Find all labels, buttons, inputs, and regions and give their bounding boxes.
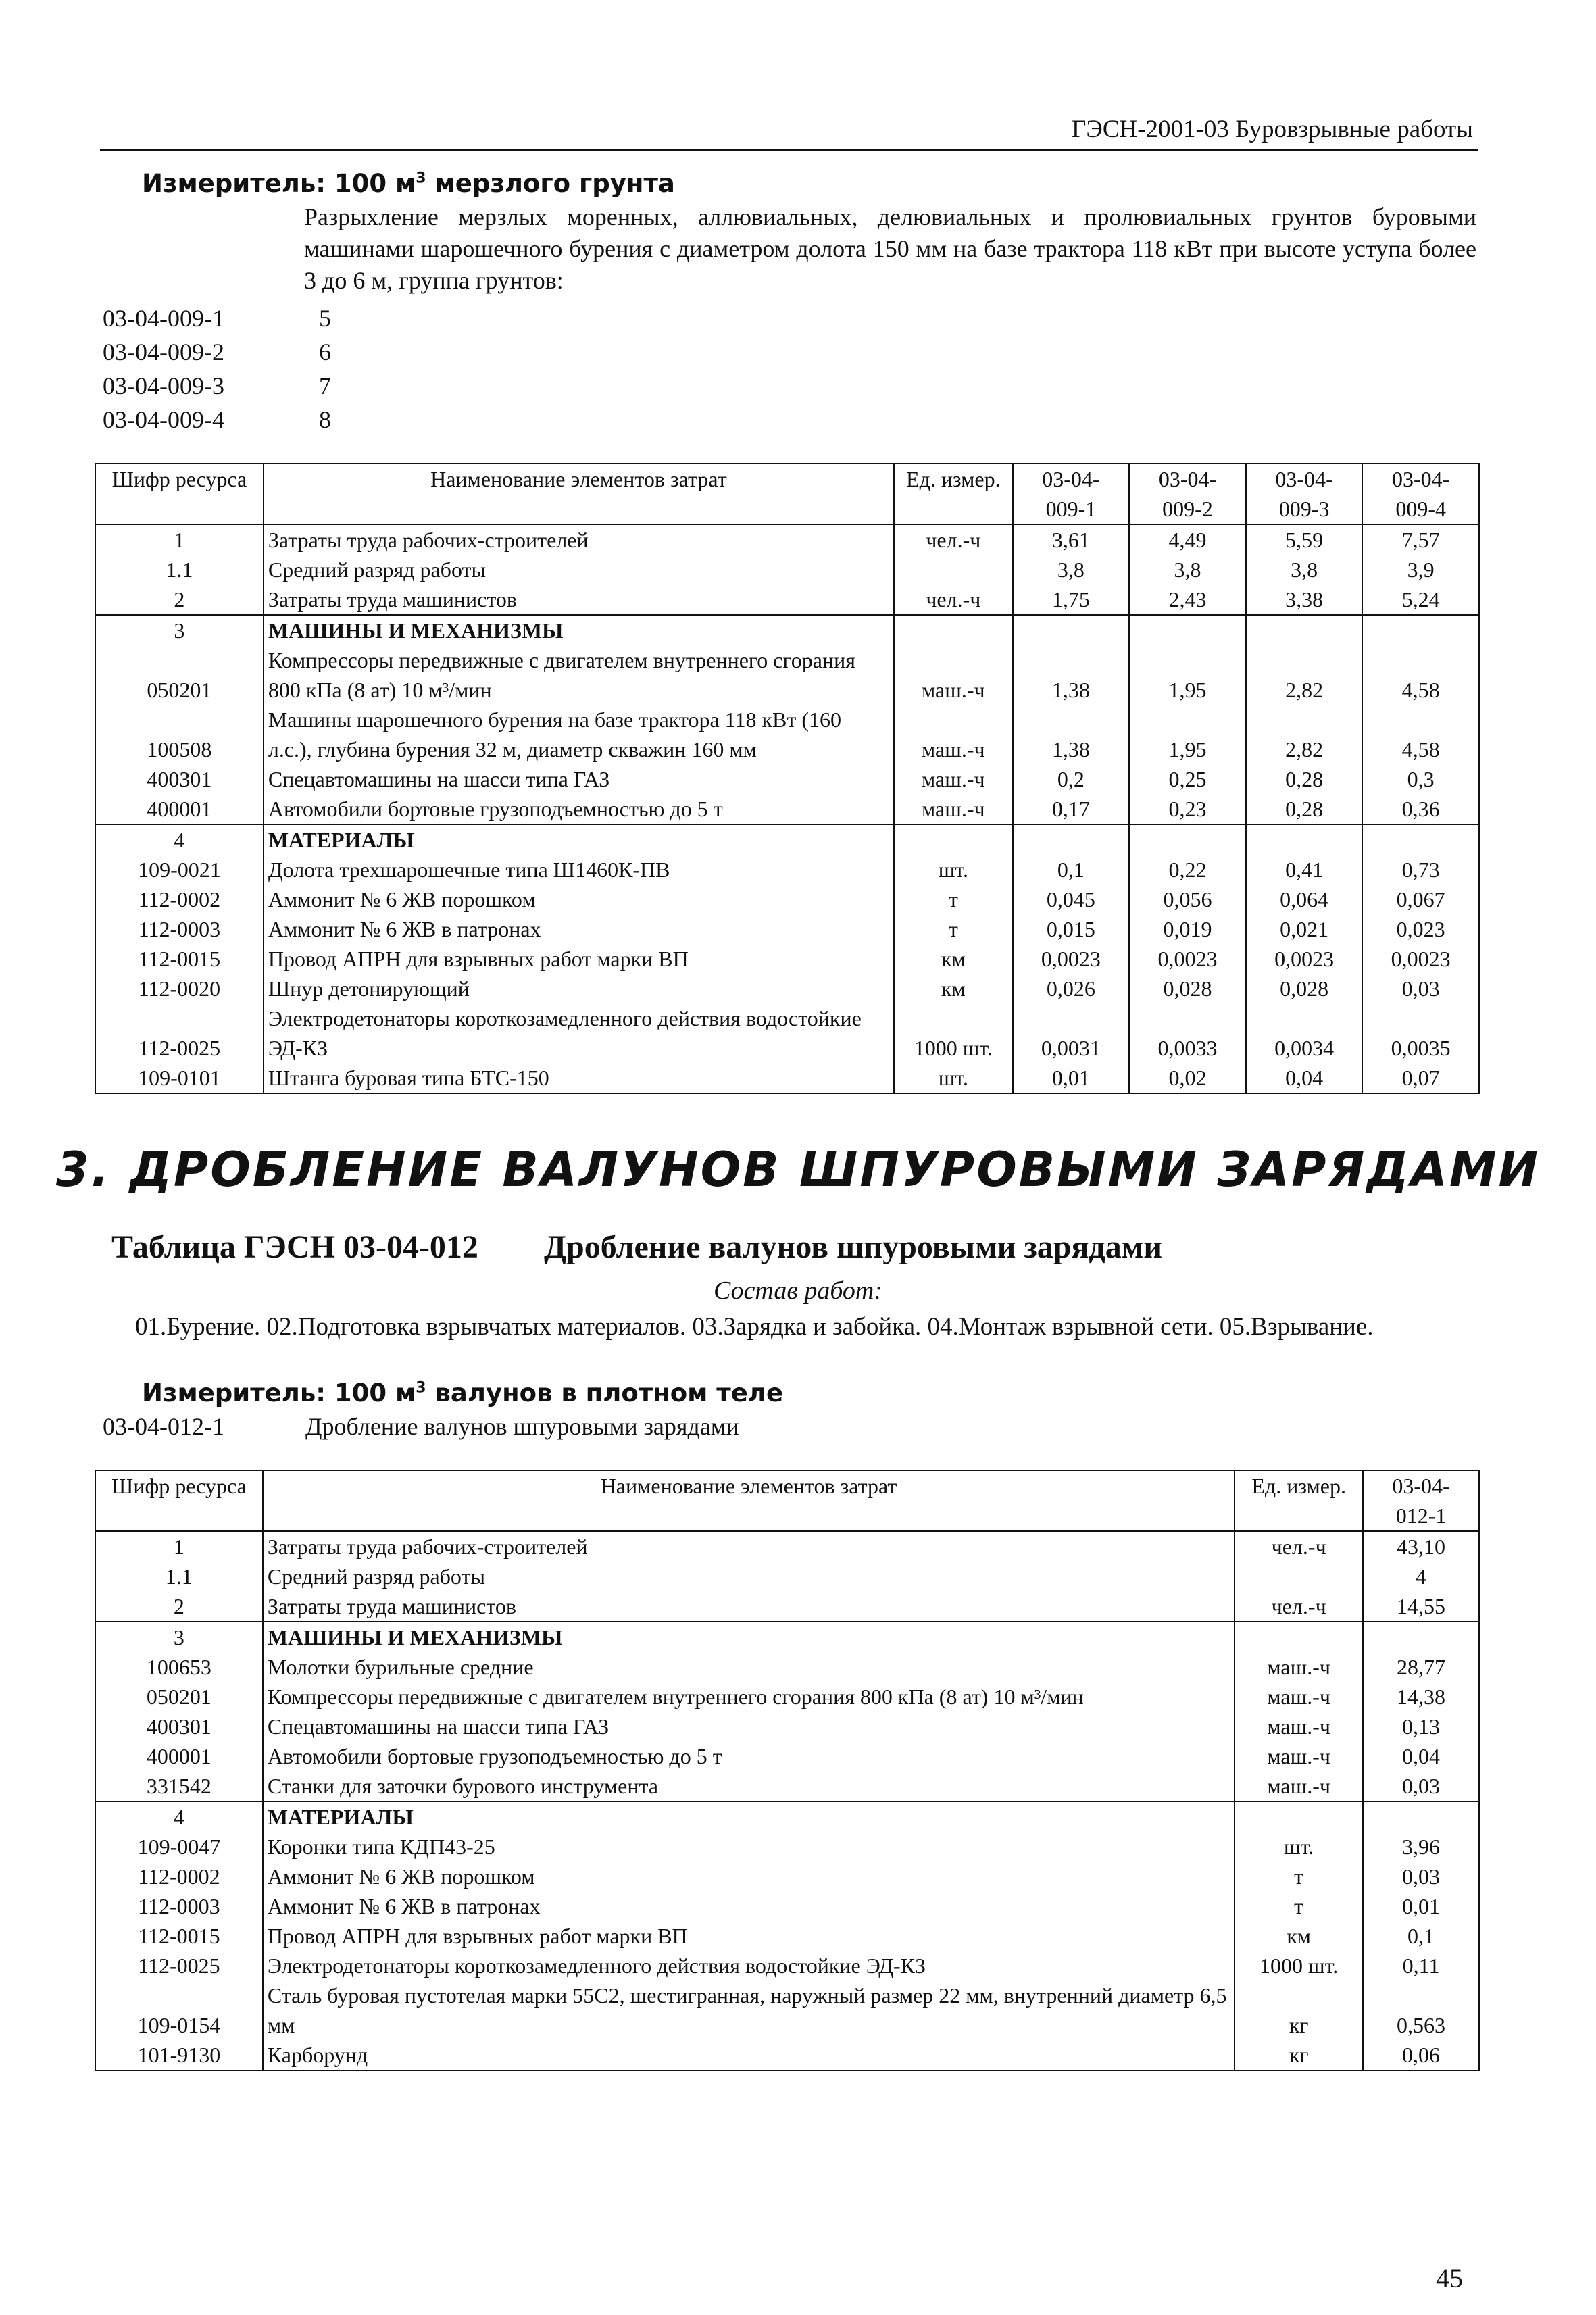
cell-value: 4,58 xyxy=(1362,705,1479,764)
cell-value: 14,38 xyxy=(1363,1682,1479,1712)
cell-name: Провод АПРН для взрывных работ марки ВП xyxy=(264,944,894,974)
cell-unit: км xyxy=(894,974,1013,1003)
cell-unit xyxy=(894,555,1013,584)
cell-name: Спецавтомашины на шасси типа ГАЗ xyxy=(263,1712,1235,1741)
table-row xyxy=(95,1562,1479,1591)
work-composition-text: 01.Бурение. 02.Подготовка взрывчатых материалов. 03.Зарядка и забойка. 04.Монтаж взрывной сети. 05.Взрывание. xyxy=(135,1313,1374,1341)
table-row xyxy=(95,1832,1479,1862)
table-row xyxy=(95,1801,1479,1832)
table-row xyxy=(95,794,1479,824)
cell-unit xyxy=(1235,1562,1363,1591)
cell-code: 109-0101 xyxy=(95,1063,264,1093)
col-header-variant: 03-04- 009-2 xyxy=(1129,464,1246,524)
cell-value: 1,38 xyxy=(1013,705,1130,764)
cell-unit: шт. xyxy=(1235,1832,1363,1862)
cell-value: 0,023 xyxy=(1362,914,1479,944)
cell-name: Аммонит № 6 ЖВ в патронах xyxy=(264,914,894,944)
cell-value: 4,49 xyxy=(1129,524,1246,555)
cell-value: 0,06 xyxy=(1363,2040,1479,2070)
cell-value: 43,10 xyxy=(1363,1531,1479,1562)
cell-code: 4 xyxy=(95,1801,263,1832)
cell-code: 1.1 xyxy=(95,555,264,584)
cell-name: Провод АПРН для взрывных работ марки ВП xyxy=(263,1921,1235,1951)
cell-value: 0,019 xyxy=(1129,914,1246,944)
cell-unit: маш.-ч xyxy=(894,705,1013,764)
table-row xyxy=(95,974,1479,1003)
table-row xyxy=(95,1951,1479,1981)
cell-value: 2,82 xyxy=(1246,705,1363,764)
table-row xyxy=(95,615,1479,645)
cell-value: 0,0031 xyxy=(1013,1003,1130,1063)
table-row xyxy=(95,1591,1479,1622)
cell-value xyxy=(1129,615,1246,645)
variant-row: 03-04-009-1 5 xyxy=(103,305,331,332)
cell-value: 0,28 xyxy=(1246,794,1363,824)
cell-value xyxy=(1129,824,1246,855)
cell-name: Затраты труда рабочих-строителей xyxy=(263,1531,1235,1562)
cell-name: МАТЕРИАЛЫ xyxy=(264,824,894,855)
cell-name: Шнур детонирующий xyxy=(264,974,894,1003)
cell-value: 3,38 xyxy=(1246,584,1363,615)
col-header-variant: 03-04- 009-4 xyxy=(1362,464,1479,524)
table-row xyxy=(95,1981,1479,2040)
cell-value: 0,03 xyxy=(1363,1862,1479,1891)
table-row xyxy=(95,855,1479,885)
resource-table-2 xyxy=(95,1470,1480,2071)
cell-value: 1,95 xyxy=(1129,645,1246,705)
variant-row: 03-04-009-4 8 xyxy=(103,406,331,433)
cell-value: 14,55 xyxy=(1363,1591,1479,1622)
cell-value: 0,3 xyxy=(1362,764,1479,794)
cell-unit xyxy=(894,824,1013,855)
cell-unit: т xyxy=(1235,1862,1363,1891)
col-header-variant: 03-04- 012-1 xyxy=(1363,1470,1479,1531)
cell-unit: т xyxy=(1235,1891,1363,1921)
cell-code: 050201 xyxy=(95,1682,263,1712)
cell-value: 0,028 xyxy=(1246,974,1363,1003)
cell-value: 0,22 xyxy=(1129,855,1246,885)
cell-unit: т xyxy=(894,885,1013,914)
cell-value: 0,0023 xyxy=(1013,944,1130,974)
table-name: Дробление валунов шпуровыми зарядами xyxy=(544,1229,1163,1265)
cell-unit: чел.-ч xyxy=(894,584,1013,615)
variant-row: 03-04-012-1 Дробление валунов шпуровыми зарядами xyxy=(103,1413,739,1440)
cell-unit: км xyxy=(1235,1921,1363,1951)
cell-unit xyxy=(1235,1622,1363,1652)
cell-name: Автомобили бортовые грузоподъемностью до 5 т xyxy=(263,1741,1235,1771)
cell-code: 400301 xyxy=(95,1712,263,1741)
cell-name: Аммонит № 6 ЖВ порошком xyxy=(263,1862,1235,1891)
cell-code: 2 xyxy=(95,584,264,615)
cell-name: Компрессоры передвижные с двигателем внутреннего сгорания 800 кПа (8 ат) 10 м³/мин xyxy=(263,1682,1235,1712)
cell-value: 0,03 xyxy=(1363,1771,1479,1801)
cell-code: 100508 xyxy=(95,705,264,764)
cell-name: Молотки бурильные средние xyxy=(263,1652,1235,1682)
cell-value: 3,8 xyxy=(1246,555,1363,584)
cell-unit: кг xyxy=(1235,2040,1363,2070)
cell-value: 0,015 xyxy=(1013,914,1130,944)
cell-unit: маш.-ч xyxy=(894,764,1013,794)
cell-name: Автомобили бортовые грузоподъемностью до 5 т xyxy=(264,794,894,824)
cell-value: 0,07 xyxy=(1362,1063,1479,1093)
cell-code: 400001 xyxy=(95,1741,263,1771)
cell-unit: кг xyxy=(1235,1981,1363,2040)
cell-value: 0,563 xyxy=(1363,1981,1479,2040)
cell-name: Электродетонаторы короткозамедленного действия водостойкие ЭД-КЗ xyxy=(264,1003,894,1063)
cell-code: 112-0002 xyxy=(95,1862,263,1891)
cell-value: 0,026 xyxy=(1013,974,1130,1003)
cell-value: 0,1 xyxy=(1013,855,1130,885)
cell-unit xyxy=(894,615,1013,645)
cell-value xyxy=(1013,824,1130,855)
table-row xyxy=(95,555,1479,584)
cell-code: 1.1 xyxy=(95,1562,263,1591)
cell-value: 0,25 xyxy=(1129,764,1246,794)
table-row xyxy=(95,1622,1479,1652)
cell-code: 2 xyxy=(95,1591,263,1622)
running-header: ГЭСН-2001-03 Буровзрывные работы xyxy=(1072,116,1473,143)
cell-code: 112-0015 xyxy=(95,1921,263,1951)
table-row xyxy=(95,944,1479,974)
cell-value: 5,24 xyxy=(1362,584,1479,615)
table-row xyxy=(95,1003,1479,1063)
cell-value: 0,1 xyxy=(1363,1921,1479,1951)
cell-unit: маш.-ч xyxy=(1235,1712,1363,1741)
table-row xyxy=(95,1921,1479,1951)
cell-value: 0,021 xyxy=(1246,914,1363,944)
cell-unit: т xyxy=(894,914,1013,944)
table-row xyxy=(95,1712,1479,1741)
table-row xyxy=(95,584,1479,615)
resource-table-1 xyxy=(95,463,1480,1094)
cell-value xyxy=(1362,615,1479,645)
cell-code: 112-0015 xyxy=(95,944,264,974)
cell-value: 0,067 xyxy=(1362,885,1479,914)
cell-unit: маш.-ч xyxy=(894,645,1013,705)
table-row xyxy=(95,1771,1479,1801)
cell-value: 0,01 xyxy=(1013,1063,1130,1093)
col-header-variant: 03-04- 009-3 xyxy=(1246,464,1363,524)
cell-name: Электродетонаторы короткозамедленного действия водостойкие ЭД-КЗ xyxy=(263,1951,1235,1981)
cell-value: 1,38 xyxy=(1013,645,1130,705)
cell-value xyxy=(1246,824,1363,855)
cell-name: Долота трехшарошечные типа Ш1460К-ПВ xyxy=(264,855,894,885)
col-header-name: Наименование элементов затрат xyxy=(264,464,894,524)
cell-value: 0,03 xyxy=(1362,974,1479,1003)
cell-value: 4 xyxy=(1363,1562,1479,1591)
table-row xyxy=(95,645,1479,705)
cell-value: 4,58 xyxy=(1362,645,1479,705)
cell-name: Аммонит № 6 ЖВ порошком xyxy=(264,885,894,914)
cell-code: 112-0003 xyxy=(95,914,264,944)
cell-code: 101-9130 xyxy=(95,2040,263,2070)
cell-unit xyxy=(1235,1801,1363,1832)
cell-code: 100653 xyxy=(95,1652,263,1682)
cell-name: МАШИНЫ И МЕХАНИЗМЫ xyxy=(264,615,894,645)
cell-unit: маш.-ч xyxy=(1235,1682,1363,1712)
col-header-variant: 03-04- 009-1 xyxy=(1013,464,1130,524)
cell-value: 0,02 xyxy=(1129,1063,1246,1093)
cell-unit: маш.-ч xyxy=(1235,1652,1363,1682)
col-header-unit: Ед. измер. xyxy=(894,464,1013,524)
cell-value: 3,8 xyxy=(1013,555,1130,584)
measurer-heading-1: Измеритель: 100 $м^3$ мерзлого грунта xyxy=(142,169,675,198)
cell-value xyxy=(1363,1622,1479,1652)
cell-value xyxy=(1013,615,1130,645)
cell-code: 3 xyxy=(95,615,264,645)
cell-value: 0,23 xyxy=(1129,794,1246,824)
cell-value: 0,0023 xyxy=(1129,944,1246,974)
work-description-1: Разрыхление мерзлых моренных, аллювиальных, делювиальных и пролювиальных грунтов буровыми машинами шарошечного бурения с диаметром долота 150 мм на базе трактора 118 кВт при высоте уступа более 3 до 6 м, группа грунтов: xyxy=(304,203,1476,294)
col-header-name: Наименование элементов затрат xyxy=(263,1470,1235,1531)
col-header-code: Шифр ресурса xyxy=(95,464,264,524)
cell-value: 0,36 xyxy=(1362,794,1479,824)
cell-value xyxy=(1246,615,1363,645)
table-row xyxy=(95,1531,1479,1562)
cell-name: Станки для заточки бурового инструмента xyxy=(263,1771,1235,1801)
variant-row: 03-04-009-2 6 xyxy=(103,339,331,366)
cell-value: 2,82 xyxy=(1246,645,1363,705)
cell-value: 0,01 xyxy=(1363,1891,1479,1921)
cell-value: 0,0023 xyxy=(1362,944,1479,974)
cell-value: 0,045 xyxy=(1013,885,1130,914)
cell-value: 3,96 xyxy=(1363,1832,1479,1862)
cell-code: 112-0025 xyxy=(95,1003,264,1063)
table-row xyxy=(95,885,1479,914)
cell-name: Машины шарошечного бурения на базе трактора 118 кВт (160 л.с.), глубина бурения 32 м, диаметр скважин 160 мм xyxy=(264,705,894,764)
cell-value: 0,11 xyxy=(1363,1951,1479,1981)
cell-value: 1,95 xyxy=(1129,705,1246,764)
cell-code: 112-0020 xyxy=(95,974,264,1003)
cell-name: Затраты труда рабочих-строителей xyxy=(264,524,894,555)
measurer-heading-2: Измеритель: 100 $м^3$ валунов в плотном теле xyxy=(142,1378,784,1408)
table-row xyxy=(95,524,1479,555)
table-row xyxy=(95,1652,1479,1682)
cell-unit: маш.-ч xyxy=(1235,1771,1363,1801)
cell-unit: чел.-ч xyxy=(1235,1531,1363,1562)
table-row xyxy=(95,764,1479,794)
table-row xyxy=(95,1891,1479,1921)
cell-value: 0,28 xyxy=(1246,764,1363,794)
cell-unit: км xyxy=(894,944,1013,974)
cell-name: Средний разряд работы xyxy=(264,555,894,584)
cell-value xyxy=(1362,824,1479,855)
cell-name: Штанга буровая типа БТС-150 xyxy=(264,1063,894,1093)
cell-value: 28,77 xyxy=(1363,1652,1479,1682)
cell-unit: шт. xyxy=(894,855,1013,885)
cell-unit: чел.-ч xyxy=(1235,1591,1363,1622)
cell-value: 3,8 xyxy=(1129,555,1246,584)
col-header-unit: Ед. измер. xyxy=(1235,1470,1363,1531)
cell-value: 0,064 xyxy=(1246,885,1363,914)
cell-code: 331542 xyxy=(95,1771,263,1801)
table-row xyxy=(95,1741,1479,1771)
cell-unit: маш.-ч xyxy=(1235,1741,1363,1771)
cell-name: Средний разряд работы xyxy=(263,1562,1235,1591)
cell-value: 0,2 xyxy=(1013,764,1130,794)
cell-value: 0,0034 xyxy=(1246,1003,1363,1063)
table-row xyxy=(95,824,1479,855)
table-row xyxy=(95,2040,1479,2070)
cell-code: 400301 xyxy=(95,764,264,794)
variant-row: 03-04-009-3 7 xyxy=(103,372,331,399)
cell-value xyxy=(1363,1801,1479,1832)
cell-value: 0,13 xyxy=(1363,1712,1479,1741)
cell-code: 050201 xyxy=(95,645,264,705)
table-header-row xyxy=(95,1470,1479,1531)
cell-value: 0,17 xyxy=(1013,794,1130,824)
cell-name: Затраты труда машинистов xyxy=(263,1591,1235,1622)
header-rule xyxy=(100,149,1478,151)
table-row xyxy=(95,1682,1479,1712)
cell-code: 1 xyxy=(95,524,264,555)
cell-name: Спецавтомашины на шасси типа ГАЗ xyxy=(264,764,894,794)
page-number: 45 xyxy=(1436,2263,1463,2293)
table-header-row xyxy=(95,464,1479,524)
cell-value: 3,61 xyxy=(1013,524,1130,555)
cell-name: Затраты труда машинистов xyxy=(264,584,894,615)
cell-unit: шт. xyxy=(894,1063,1013,1093)
cell-value: 0,056 xyxy=(1129,885,1246,914)
cell-name: МАШИНЫ И МЕХАНИЗМЫ xyxy=(263,1622,1235,1652)
cell-value: 0,0035 xyxy=(1362,1003,1479,1063)
cell-name: Компрессоры передвижные с двигателем внутреннего сгорания 800 кПа (8 ат) 10 м³/мин xyxy=(264,645,894,705)
cell-name: Аммонит № 6 ЖВ в патронах xyxy=(263,1891,1235,1921)
cell-unit: маш.-ч xyxy=(894,794,1013,824)
cell-value: 0,0023 xyxy=(1246,944,1363,974)
table-row xyxy=(95,705,1479,764)
cell-code: 3 xyxy=(95,1622,263,1652)
cell-unit: чел.-ч xyxy=(894,524,1013,555)
cell-name: Сталь буровая пустотелая марки 55С2, шестигранная, наружный размер 22 мм, внутренний диаметр 6,5 мм xyxy=(263,1981,1235,2040)
table-row xyxy=(95,1862,1479,1891)
cell-value: 0,028 xyxy=(1129,974,1246,1003)
cell-code: 1 xyxy=(95,1531,263,1562)
cell-value: 1,75 xyxy=(1013,584,1130,615)
cell-name: Карборунд xyxy=(263,2040,1235,2070)
cell-unit: 1000 шт. xyxy=(1235,1951,1363,1981)
table-row xyxy=(95,914,1479,944)
cell-code: 112-0002 xyxy=(95,885,264,914)
cell-code: 109-0154 xyxy=(95,1981,263,2040)
cell-code: 109-0021 xyxy=(95,855,264,885)
cell-code: 112-0003 xyxy=(95,1891,263,1921)
section-title: 3. ДРОБЛЕНИЕ ВАЛУНОВ ШПУРОВЫМИ ЗАРЯДАМИ xyxy=(55,1142,1541,1197)
col-header-code: Шифр ресурса xyxy=(95,1470,263,1531)
table-label: Таблица ГЭСН 03-04-012 xyxy=(111,1229,478,1265)
cell-value: 0,04 xyxy=(1246,1063,1363,1093)
cell-code: 4 xyxy=(95,824,264,855)
cell-value: 0,0033 xyxy=(1129,1003,1246,1063)
table-row xyxy=(95,1063,1479,1093)
cell-code: 112-0025 xyxy=(95,1951,263,1981)
cell-code: 400001 xyxy=(95,794,264,824)
cell-value: 5,59 xyxy=(1246,524,1363,555)
cell-value: 2,43 xyxy=(1129,584,1246,615)
cell-unit: 1000 шт. xyxy=(894,1003,1013,1063)
cell-name: Коронки типа КДП43-25 xyxy=(263,1832,1235,1862)
cell-value: 3,9 xyxy=(1362,555,1479,584)
cell-code: 109-0047 xyxy=(95,1832,263,1862)
cell-value: 0,04 xyxy=(1363,1741,1479,1771)
cell-name: МАТЕРИАЛЫ xyxy=(263,1801,1235,1832)
cell-value: 7,57 xyxy=(1362,524,1479,555)
cell-value: 0,41 xyxy=(1246,855,1363,885)
cell-value: 0,73 xyxy=(1362,855,1479,885)
work-composition-title: Состав работ: xyxy=(713,1276,883,1305)
